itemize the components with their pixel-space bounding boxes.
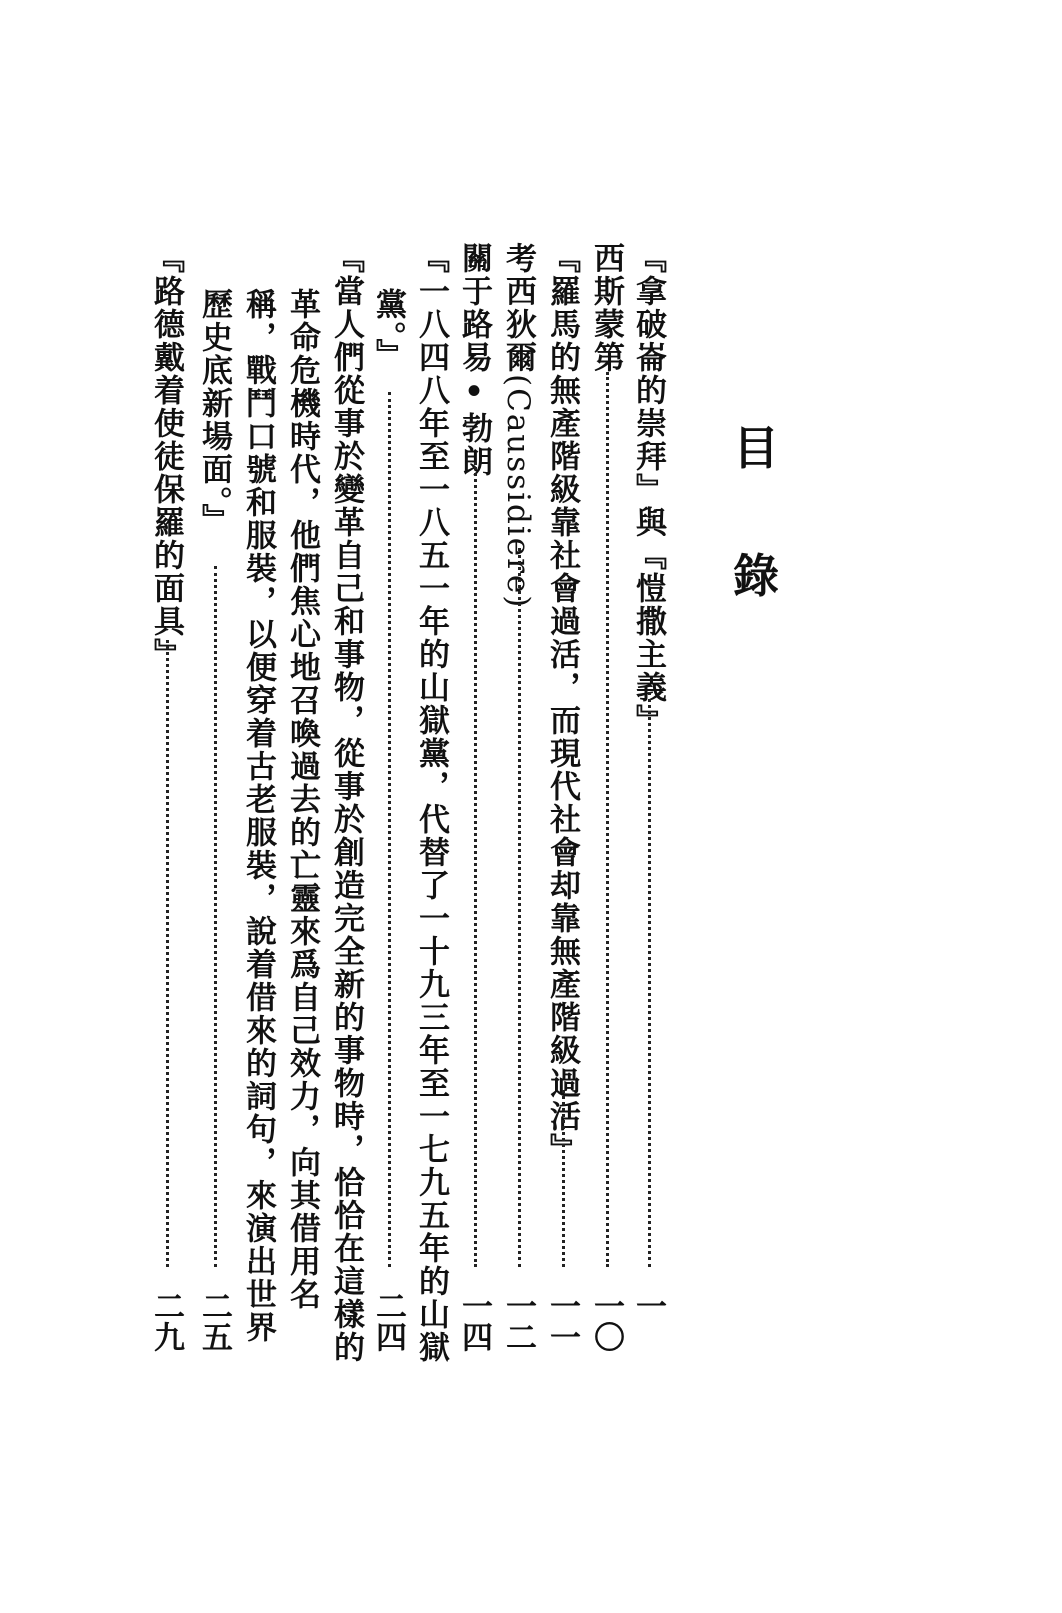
title-char-2: 錄 (733, 549, 779, 603)
toc-entry-2[interactable]: 西斯蒙第 (588, 242, 624, 374)
toc-entry-8[interactable]: 『路德戴着使徒保羅的面具』 (148, 242, 184, 671)
leader-dots (562, 1090, 565, 1267)
toc-entry-3[interactable]: 『羅馬的無產階級靠社會過活，而現代社會却靠無產階級過活』 (544, 242, 580, 1166)
leader-dots (388, 392, 391, 1267)
leader-dots (474, 462, 477, 1267)
leader-dots (166, 640, 169, 1267)
page-number-5: 一四 (456, 1290, 492, 1352)
toc-entry-7-cont-3: 歷史底新場面。』 (196, 288, 232, 537)
toc-entry-1[interactable]: 『拿破崙的崇拜』與『愷撒主義』 (630, 242, 666, 737)
toc-entry-7[interactable]: 『當人們從事於變革自己和事物，從事於創造完全新的事物時，恰恰在這樣的 (328, 242, 364, 1364)
leader-dots (648, 692, 651, 1267)
page-number-4: 一二 (500, 1290, 536, 1352)
page-number-2: 一〇 (588, 1290, 624, 1352)
page-number-6: 二四 (370, 1290, 406, 1352)
page-number-7: 二五 (196, 1290, 232, 1352)
page-number-8: 二九 (148, 1290, 184, 1352)
toc-entry-6[interactable]: 『一八四八年至一八五一年的山獄黨，代替了一十九三年至一七九五年的山獄 (413, 242, 449, 1364)
title-char-1: 目 (733, 421, 779, 475)
page-number-1: 一 (630, 1290, 666, 1321)
toc-entry-7-cont-2: 稱，戰鬥口號和服裝，以便穿着古老服裝，說着借來的詞句，來演出世界 (240, 288, 276, 1344)
toc-entry-5[interactable]: 關于路易•勃朗 (456, 242, 492, 478)
toc-entry-4-chinese: 考西狄爾 (500, 242, 536, 374)
toc-entry-6-cont: 黨。』 (370, 288, 406, 372)
leader-dots (606, 372, 609, 1267)
toc-entry-4-latin: (Caussidiere) (500, 374, 536, 610)
leader-dots (518, 548, 521, 1267)
toc-entry-7-cont-1: 革命危機時代，他們焦心地召喚過去的亡靈來爲自己效力，向其借用名 (284, 288, 320, 1311)
leader-dots (214, 566, 217, 1267)
page-number-3: 一一 (544, 1290, 580, 1352)
